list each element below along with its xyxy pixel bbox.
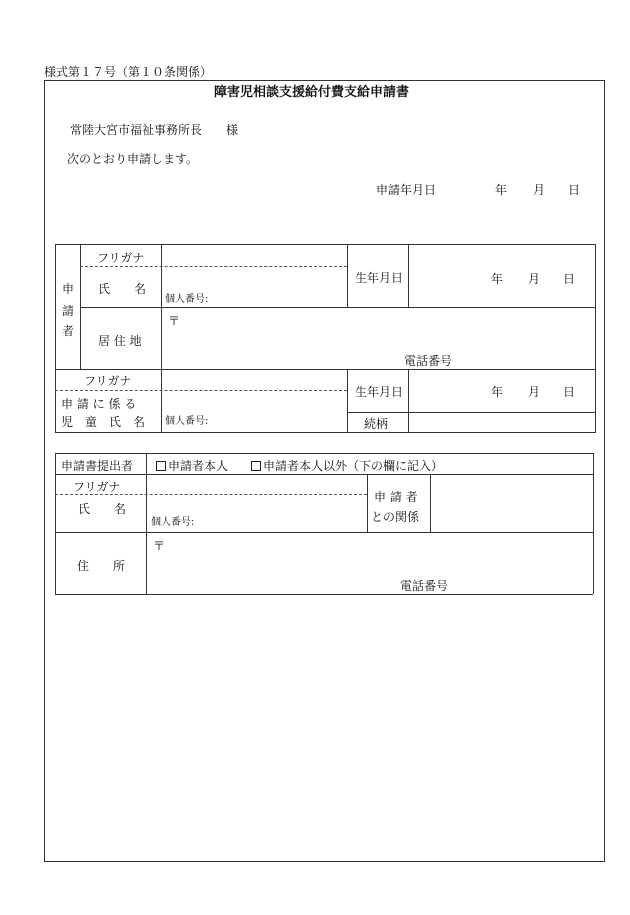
submitter-option-self[interactable] [156, 459, 228, 473]
applicant-birth-year[interactable]: 年 [491, 272, 504, 286]
application-year[interactable]: 年 [495, 183, 508, 197]
applicant-postal-mark: 〒 [168, 314, 181, 328]
applicant-label-char-1: 申 [62, 282, 75, 296]
applicant-birth-day[interactable]: 日 [563, 272, 576, 286]
applicant-birth-month[interactable]: 月 [528, 272, 541, 286]
application-date-label: 申請年月日 [376, 183, 437, 197]
submitter-option-other[interactable] [251, 459, 443, 473]
form-number: 様式第１７号（第１０条関係） [44, 65, 213, 79]
submitter-furigana-label: フリガナ [73, 480, 121, 494]
child-label-line-1: 申 請 に 係 る [61, 397, 137, 411]
child-furigana-label: フリガナ [84, 374, 132, 388]
submitter-address-label: 住 所 [77, 559, 126, 573]
submitter-relation-line-1: 申 請 者 [374, 490, 418, 504]
applicant-personal-number-label: 個人番号: [165, 294, 209, 305]
submitter-relation-line-2: との関係 [371, 510, 420, 524]
child-birth-month[interactable]: 月 [528, 385, 541, 399]
checkbox-self[interactable] [156, 461, 166, 471]
child-personal-number-label: 個人番号: [165, 416, 209, 427]
applicant-birth-date-label: 生年月日 [355, 271, 404, 285]
applicant-furigana-label: フリガナ [97, 251, 145, 265]
checkbox-other[interactable] [251, 461, 261, 471]
child-birth-year[interactable]: 年 [491, 385, 504, 399]
applicant-label-char-2: 請 [62, 304, 75, 318]
intro-text: 次のとおり申請します。 [67, 152, 199, 166]
submitter-postal-mark: 〒 [153, 539, 166, 553]
applicant-name-label: 氏 名 [98, 282, 147, 296]
addressee: 常陸大宮市福祉事務所長 様 [70, 123, 239, 137]
application-month[interactable]: 月 [533, 183, 546, 197]
submitter-phone-label: 電話番号 [400, 579, 449, 593]
submitter-name-label: 氏 名 [78, 502, 127, 516]
applicant-phone-label: 電話番号 [404, 354, 453, 368]
submitter-personal-number-label: 個人番号: [151, 517, 195, 528]
submitter-option-other-label: 申請者本人以外（下の欄に記入） [263, 459, 444, 473]
child-birth-date-label: 生年月日 [355, 385, 404, 399]
child-relation-label: 続柄 [364, 417, 389, 431]
submitter-label: 申請書提出者 [61, 459, 134, 473]
form-title: 障害児相談支援給付費支給申請書 [214, 85, 410, 100]
child-label-line-2: 児 童 氏 名 [61, 415, 146, 429]
child-birth-day[interactable]: 日 [563, 385, 576, 399]
applicant-label-char-3: 者 [62, 324, 75, 338]
application-day[interactable]: 日 [568, 183, 581, 197]
submitter-option-self-label: 申請者本人 [168, 459, 229, 473]
applicant-address-label: 居 住 地 [98, 334, 142, 348]
